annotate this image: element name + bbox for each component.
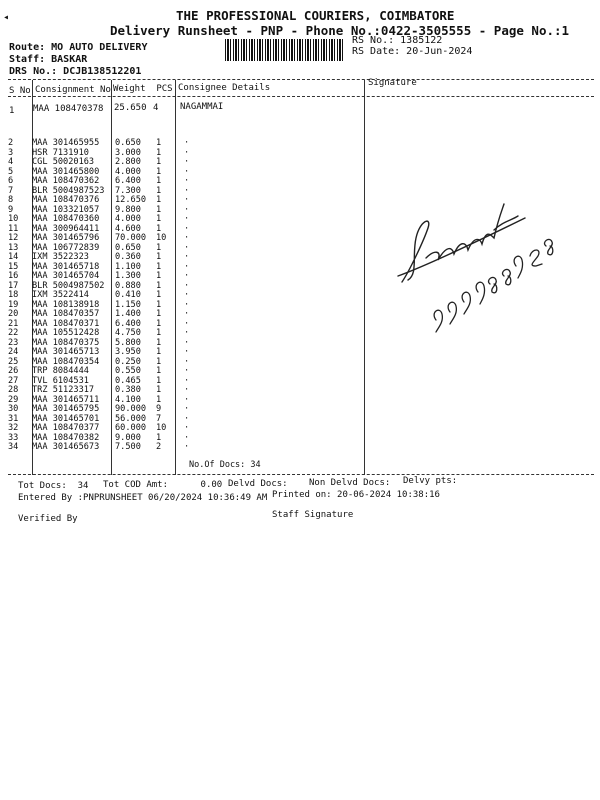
row-sno: 20 — [8, 309, 19, 319]
row-pcs: 1 — [156, 204, 162, 215]
staff-signature: Staff Signature — [272, 510, 354, 520]
row-sno: 10 — [8, 214, 19, 224]
row-weight: 5.800 — [115, 337, 141, 348]
row-consignment-no: HSR 7131910 — [32, 147, 89, 158]
row-pcs: 1 — [156, 318, 162, 329]
row-weight: 56.000 — [115, 413, 147, 424]
row-consignment-no: MAA 301465711 — [32, 394, 100, 405]
col-divider-wt — [175, 80, 176, 475]
row-consignee-bullet: · — [184, 432, 190, 443]
row-sno: 26 — [8, 366, 19, 376]
barcode — [225, 39, 345, 61]
row-weight: 9.800 — [115, 204, 141, 215]
row-sno: 22 — [8, 328, 19, 338]
row-sno: 21 — [8, 318, 19, 329]
row-consignee-bullet: · — [184, 166, 190, 177]
row-consignment-no: MAA 108470362 — [32, 176, 100, 186]
row-consignee-bullet: · — [184, 204, 190, 215]
row-consignee-bullet: · — [184, 242, 190, 253]
row-weight: 70.000 — [115, 233, 147, 243]
row-consignment-no: MAA 301465673 — [32, 442, 100, 452]
row-consignee-bullet: · — [184, 138, 190, 148]
row-sno: 31 — [8, 413, 19, 424]
row-consignee-bullet: · — [184, 356, 190, 367]
row-pcs: 1 — [156, 366, 162, 376]
row-weight: 2.800 — [115, 157, 141, 167]
row-consignment-no: TVL 6104531 — [32, 375, 89, 386]
col-sno: S No — [9, 86, 31, 96]
row-sno: 18 — [8, 290, 19, 300]
row-consignee-bullet: · — [184, 195, 190, 205]
row-weight: 3.000 — [115, 147, 141, 158]
delvd-docs: Delvd Docs: — [228, 479, 288, 489]
row-sno: 28 — [8, 385, 19, 395]
row-pcs: 1 — [156, 214, 162, 224]
row-weight: 1.400 — [115, 309, 141, 319]
row-weight: 4.000 — [115, 166, 141, 177]
entered-by: Entered By :PNPRUNSHEET 06/20/2024 10:36:49 AM — [18, 493, 268, 503]
drs-number: DRS No.: DCJB138512201 — [9, 66, 142, 77]
row-sno: 32 — [8, 423, 19, 433]
stray-mark: ◂ — [3, 12, 10, 23]
row-sno: 8 — [8, 195, 14, 205]
row-pcs: 9 — [156, 404, 162, 414]
row-weight: 6.400 — [115, 318, 141, 329]
row-sno: 3 — [8, 147, 14, 158]
route-label: Route: MO AUTO DELIVERY — [9, 42, 148, 53]
footer-rule — [8, 474, 594, 475]
row-weight: 4.750 — [115, 328, 141, 338]
row-1-cn: MAA 108470378 — [33, 104, 104, 114]
row-1-wt: 25.650 — [114, 103, 147, 113]
delvy-pts: Delvy pts: — [403, 476, 458, 486]
row-consignment-no: MAA 108470357 — [32, 309, 100, 319]
row-consignment-no: MAA 108138918 — [32, 299, 100, 310]
row-consignee-bullet: · — [184, 404, 190, 414]
row-pcs: 1 — [156, 337, 162, 348]
row-weight: 0.650 — [115, 138, 141, 148]
row-weight: 1.150 — [115, 299, 141, 310]
row-consignment-no: IXM 3522414 — [32, 290, 89, 300]
row-weight: 60.000 — [115, 423, 147, 433]
row-1-consignee: NAGAMMAI — [180, 102, 224, 112]
row-weight: 9.000 — [115, 432, 141, 443]
row-sno: 14 — [8, 252, 19, 262]
row-weight: 12.650 — [115, 195, 147, 205]
row-pcs: 1 — [156, 157, 162, 167]
row-consignee-bullet: · — [184, 423, 190, 433]
row-consignment-no: MAA 301465704 — [32, 271, 100, 281]
row-consignment-no: CGL 50020163 — [32, 157, 95, 167]
row-sno: 17 — [8, 280, 19, 291]
rs-date: RS Date: 20-Jun-2024 — [352, 46, 473, 57]
row-pcs: 1 — [156, 328, 162, 338]
row-consignment-no: MAA 108470375 — [32, 337, 100, 348]
row-weight: 0.550 — [115, 366, 141, 376]
row-consignment-no: MAA 108470371 — [32, 318, 100, 329]
row-sno: 7 — [8, 185, 14, 196]
row-weight: 7.500 — [115, 442, 141, 452]
row-consignee-bullet: · — [184, 147, 190, 158]
row-sno: 13 — [8, 242, 19, 253]
row-consignment-no: BLR 5004987523 — [32, 185, 105, 196]
row-pcs: 1 — [156, 280, 162, 291]
row-sno: 6 — [8, 176, 14, 186]
row-pcs: 1 — [156, 356, 162, 367]
row-weight: 1.100 — [115, 261, 141, 272]
row-sno: 23 — [8, 337, 19, 348]
row-pcs: 1 — [156, 223, 162, 234]
col-weight-pcs: Weight PCS — [113, 84, 173, 94]
row-consignment-no: MAA 108470360 — [32, 214, 100, 224]
row-weight: 1.300 — [115, 271, 141, 281]
header-rule-top — [8, 79, 594, 80]
row-sno: 12 — [8, 233, 19, 243]
row-consignment-no: MAA 103321057 — [32, 204, 100, 215]
row-sno: 34 — [8, 442, 19, 452]
row-consignee-bullet: · — [184, 233, 190, 243]
row-pcs: 1 — [156, 347, 162, 357]
row-weight: 0.360 — [115, 252, 141, 262]
no-of-docs: No.Of Docs: 34 — [189, 460, 261, 470]
handwritten-signature — [390, 180, 590, 340]
row-consignee-bullet: · — [184, 366, 190, 376]
printed-on: Printed on: 20-06-2024 10:38:16 — [272, 490, 440, 500]
row-sno: 2 — [8, 138, 14, 148]
row-weight: 0.465 — [115, 375, 141, 386]
row-weight: 0.380 — [115, 385, 141, 395]
row-sno: 19 — [8, 299, 19, 310]
row-consignment-no: TRP 8084444 — [32, 366, 89, 376]
row-sno: 4 — [8, 157, 14, 167]
row-weight: 90.000 — [115, 404, 147, 414]
row-consignment-no: IXM 3522323 — [32, 252, 89, 262]
row-consignment-no: MAA 108470382 — [32, 432, 100, 443]
row-consignment-no: MAA 301465701 — [32, 413, 100, 424]
row-weight: 0.250 — [115, 356, 141, 367]
runsheet-title: Delivery Runsheet - PNP - Phone No.:0422-3505555 - Page No.:1 — [110, 23, 570, 38]
row-weight: 0.410 — [115, 290, 141, 300]
tot-docs: Tot Docs: 34 — [18, 481, 89, 491]
row-sno: 33 — [8, 432, 19, 443]
row-sno: 25 — [8, 356, 19, 367]
row-consignment-no: MAA 108470377 — [32, 423, 100, 433]
verified-by: Verified By — [18, 514, 78, 524]
row-consignment-no: BLR 5004987502 — [32, 280, 105, 291]
row-consignee-bullet: · — [184, 214, 190, 224]
rs-number: RS No.: 1385122 — [352, 35, 443, 46]
row-sno: 5 — [8, 166, 14, 177]
row-pcs: 10 — [156, 423, 167, 433]
row-pcs: 1 — [156, 176, 162, 186]
row-pcs: 1 — [156, 432, 162, 443]
row-consignment-no: MAA 105512428 — [32, 328, 100, 338]
row-sno: 16 — [8, 271, 19, 281]
col-divider-sig — [364, 80, 365, 475]
row-pcs: 1 — [156, 185, 162, 196]
row-consignee-bullet: · — [184, 185, 190, 196]
row-consignee-bullet: · — [184, 223, 190, 234]
col-divider-cn — [111, 80, 112, 475]
header-rule-bottom — [8, 96, 594, 97]
row-consignee-bullet: · — [184, 271, 190, 281]
row-pcs: 7 — [156, 413, 162, 424]
row-consignee-bullet: · — [184, 394, 190, 405]
row-consignment-no: TRZ 51123317 — [32, 385, 95, 395]
row-consignee-bullet: · — [184, 385, 190, 395]
company-title: THE PROFESSIONAL COURIERS, COIMBATORE — [176, 8, 455, 23]
row-sno: 29 — [8, 394, 19, 405]
row-consignee-bullet: · — [184, 442, 190, 452]
row-1-pcs: 4 — [153, 103, 159, 113]
row-consignee-bullet: · — [184, 261, 190, 272]
row-consignment-no: MAA 300964411 — [32, 223, 100, 234]
col-consignee: Consignee Details — [178, 83, 271, 93]
row-consignment-no: MAA 301465713 — [32, 347, 100, 357]
col-signature: Signature — [368, 78, 417, 88]
row-consignee-bullet: · — [184, 309, 190, 319]
row-weight: 4.000 — [115, 214, 141, 224]
row-consignment-no: MAA 301465795 — [32, 404, 100, 414]
row-pcs: 1 — [156, 271, 162, 281]
row-consignment-no: MAA 106772839 — [32, 242, 100, 253]
tot-cod: Tot COD Amt: 0.00 — [103, 480, 223, 490]
row-weight: 7.300 — [115, 185, 141, 196]
row-sno: 15 — [8, 261, 19, 272]
row-pcs: 1 — [156, 299, 162, 310]
row-pcs: 2 — [156, 442, 162, 452]
row-consignee-bullet: · — [184, 413, 190, 424]
row-consignee-bullet: · — [184, 252, 190, 262]
row-consignee-bullet: · — [184, 280, 190, 291]
row-pcs: 1 — [156, 242, 162, 253]
row-consignee-bullet: · — [184, 318, 190, 329]
row-consignment-no: MAA 301465796 — [32, 233, 100, 243]
row-weight: 6.400 — [115, 176, 141, 186]
row-weight: 4.100 — [115, 394, 141, 405]
col-consignment: Consignment No — [35, 85, 111, 95]
row-pcs: 1 — [156, 309, 162, 319]
row-pcs: 1 — [156, 252, 162, 262]
row-consignee-bullet: · — [184, 375, 190, 386]
row-sno: 30 — [8, 404, 19, 414]
row-pcs: 10 — [156, 233, 167, 243]
row-weight: 3.950 — [115, 347, 141, 357]
row-pcs: 1 — [156, 290, 162, 300]
row-pcs: 1 — [156, 195, 162, 205]
row-consignment-no: MAA 108470354 — [32, 356, 100, 367]
row-weight: 4.600 — [115, 223, 141, 234]
row-consignment-no: MAA 301465955 — [32, 138, 100, 148]
row-consignee-bullet: · — [184, 347, 190, 357]
staff-label: Staff: BASKAR — [9, 54, 88, 65]
row-pcs: 1 — [156, 166, 162, 177]
row-consignee-bullet: · — [184, 157, 190, 167]
row-consignment-no: MAA 301465800 — [32, 166, 100, 177]
row-consignment-no: MAA 108470376 — [32, 195, 100, 205]
row-weight: 0.650 — [115, 242, 141, 253]
row-sno: 24 — [8, 347, 19, 357]
row-pcs: 1 — [156, 375, 162, 386]
row-pcs: 1 — [156, 385, 162, 395]
row-pcs: 1 — [156, 394, 162, 405]
row-sno: 11 — [8, 223, 19, 234]
row-weight: 0.880 — [115, 280, 141, 291]
row-consignment-no: MAA 301465718 — [32, 261, 100, 272]
row-pcs: 1 — [156, 138, 162, 148]
row-sno: 9 — [8, 204, 14, 215]
non-delvd-docs: Non Delvd Docs: — [309, 478, 391, 488]
row-pcs: 1 — [156, 261, 162, 272]
row-consignee-bullet: · — [184, 328, 190, 338]
row-consignee-bullet: · — [184, 299, 190, 310]
row-pcs: 1 — [156, 147, 162, 158]
row-consignee-bullet: · — [184, 337, 190, 348]
row-consignee-bullet: · — [184, 176, 190, 186]
row-consignee-bullet: · — [184, 290, 190, 300]
row-sno: 27 — [8, 375, 19, 386]
row-1-sno: 1 — [9, 106, 15, 116]
